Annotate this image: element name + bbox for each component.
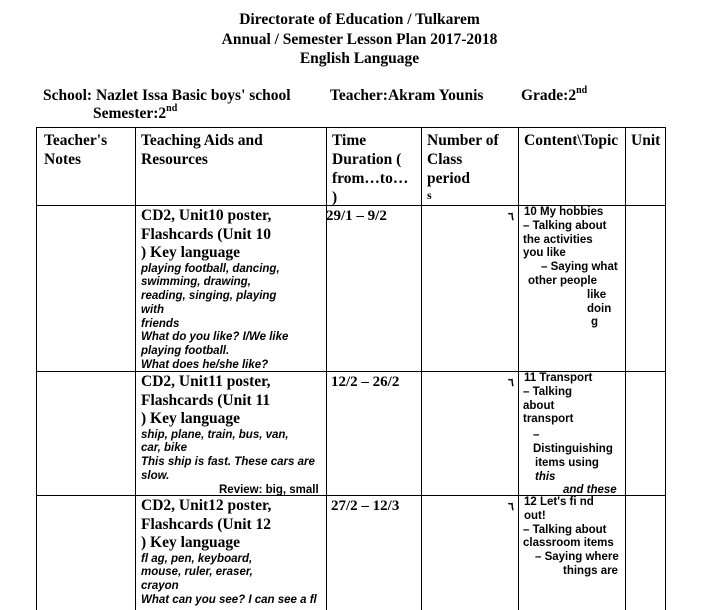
period-count: ٦ (508, 501, 514, 513)
topic-text: 11 Transport – Talking about transport – Distinguishing items using this and these (523, 372, 617, 497)
teacher-name: Teacher:Akram Younis (330, 87, 484, 104)
table-row (141, 207, 324, 373)
column-line (625, 127, 626, 610)
column-header-time: Time Duration ( from…to… ) (332, 132, 409, 206)
title-subject: English Language (299, 50, 420, 67)
time-range: 27/2 – 12/3 (331, 498, 400, 514)
column-line (36, 127, 37, 610)
semester: Semester:2nd (93, 103, 178, 122)
table-border-top (36, 127, 665, 128)
aids-text: CD2, Unit10 poster, Flashcards (Unit 10 ) Key language (141, 207, 272, 261)
title-plan: Annual / Semester Lesson Plan 2017-2018 (221, 31, 498, 48)
grade: Grade:2nd (521, 85, 588, 104)
period-count: ٦ (508, 211, 514, 223)
column-line (518, 127, 519, 610)
aids-text: CD2, Unit11 poster, Flashcards (Unit 11 ) Key language (141, 373, 271, 427)
key-language: playing football, dancing, swimming, drawing, reading, singing, playing with friends What do you like? I/We like playing football. What does he/she like? (141, 262, 289, 372)
key-language: fl ag, pen, keyboard, mouse, ruler, eraser, crayon What can you see? I can see a fl (141, 552, 317, 606)
title-directorate: Directorate of Education / Tulkarem (239, 11, 480, 28)
column-header-periods: Number of Class period s (427, 132, 499, 202)
table-row (141, 497, 324, 608)
column-line (135, 127, 136, 610)
column-header-notes: Teacher's Notes (44, 132, 108, 168)
column-header-aids: Teaching Aids and Resources (141, 132, 263, 168)
topic-text: 10 My hobbies – Talking about the activities you like – Saying what other people like doin g (523, 206, 618, 329)
column-line (326, 127, 327, 610)
time-range: 29/1 – 9/2 (326, 208, 387, 224)
topic-text: 12 Let's fi nd out! – Talking about classroom items – Saying where things are (523, 496, 619, 577)
column-line (665, 127, 666, 610)
table-row (141, 373, 324, 497)
key-language: ship, plane, train, bus, van, car, bike This ship is fast. These cars are slow. Review: big, small (141, 428, 319, 496)
time-range: 12/2 – 26/2 (331, 374, 400, 390)
aids-text: CD2, Unit12 poster, Flashcards (Unit 12 ) Key language (141, 497, 272, 551)
column-header-unit: Unit (631, 132, 661, 149)
school-name: School: Nazlet Issa Basic boys' school (43, 87, 291, 104)
column-header-content: Content\Topic (524, 132, 619, 149)
period-count: ٦ (508, 377, 514, 389)
column-line (421, 127, 422, 610)
